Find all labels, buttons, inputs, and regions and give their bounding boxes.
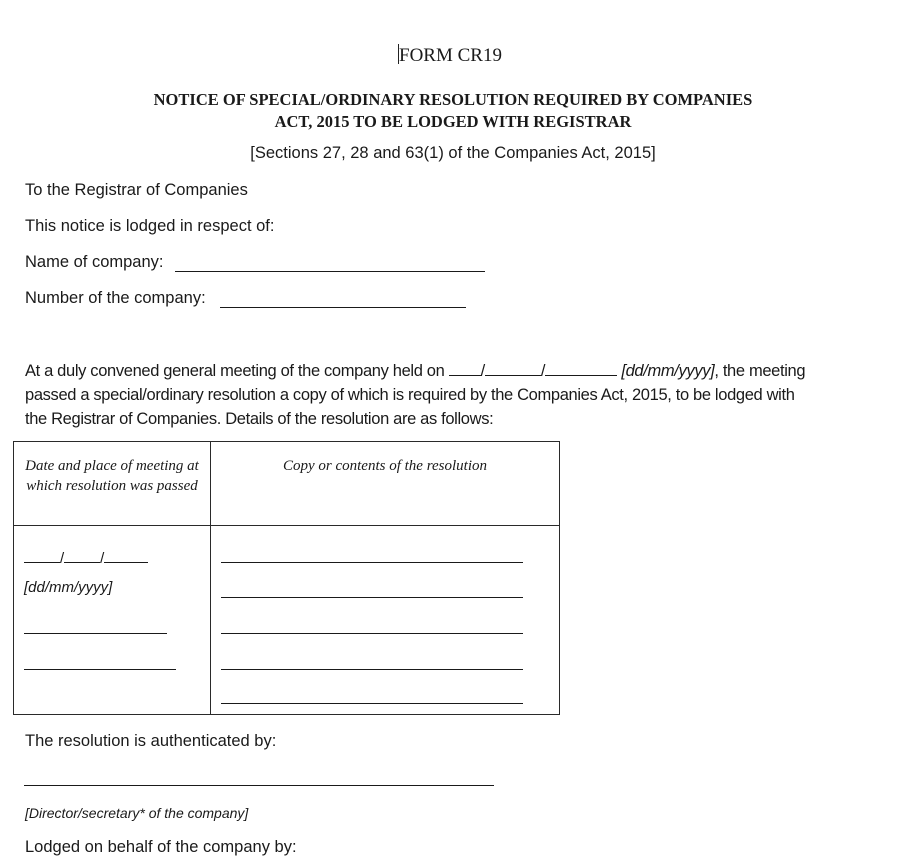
meeting-text-prefix: At a duly convened general meeting of the company held on xyxy=(25,362,445,380)
form-title xyxy=(0,44,900,67)
meeting-month-field[interactable] xyxy=(485,361,541,376)
lodged-by-label: Lodged on behalf of the company by: xyxy=(25,838,297,856)
resolution-date-format-hint: [dd/mm/yyyy] xyxy=(24,579,113,596)
table-header-row xyxy=(14,442,560,526)
addressee: To the Registrar of Companies xyxy=(25,181,248,199)
table-row xyxy=(14,526,560,715)
meeting-text-line3: the Registrar of Companies. Details of the resolution are as follows: xyxy=(25,410,494,428)
resolution-year-field[interactable] xyxy=(104,548,148,563)
resolution-contents-line-5[interactable] xyxy=(221,703,523,704)
resolution-day-field[interactable] xyxy=(24,548,60,563)
form-heading-line2: ACT, 2015 TO BE LODGED WITH REGISTRAR xyxy=(274,112,632,131)
signatory-caption: [Director/secretary* of the company] xyxy=(25,805,249,821)
resolution-contents-line-4[interactable] xyxy=(221,669,523,670)
resolution-contents-line-2[interactable] xyxy=(221,597,523,598)
respect-of-label: This notice is lodged in respect of: xyxy=(25,217,275,235)
date-format-hint: [dd/mm/yyyy] xyxy=(621,362,715,380)
meeting-place-line-2[interactable] xyxy=(24,669,176,670)
date-place-cell xyxy=(14,526,211,715)
authentication-label: The resolution is authenticated by: xyxy=(25,732,277,750)
date-separator: / xyxy=(100,550,105,567)
form-title-text: FORM CR19 xyxy=(399,45,502,66)
company-name-field[interactable] xyxy=(175,271,485,272)
meeting-day-field[interactable] xyxy=(449,361,481,376)
company-number-field[interactable] xyxy=(220,307,466,308)
meeting-text-suffix: , the meeting xyxy=(714,362,806,380)
date-separator: / xyxy=(480,362,485,380)
form-heading-line1: NOTICE OF SPECIAL/ORDINARY RESOLUTION REQUIRED BY COMPANIES xyxy=(153,90,753,109)
header-contents: Copy or contents of the resolution xyxy=(211,442,560,526)
meeting-paragraph xyxy=(25,359,895,431)
contents-cell xyxy=(211,526,560,715)
resolution-contents-line-1[interactable] xyxy=(221,562,523,563)
resolution-date-field[interactable] xyxy=(24,548,148,567)
company-name-label: Name of company: xyxy=(25,253,164,271)
authentication-signature-field[interactable] xyxy=(24,785,494,786)
resolution-month-field[interactable] xyxy=(64,548,100,563)
resolution-contents-line-3[interactable] xyxy=(221,633,523,634)
header-date-place: Date and place of meeting at which resolution was passed xyxy=(14,442,211,526)
meeting-place-line-1[interactable] xyxy=(24,633,167,634)
meeting-text-line2: passed a special/ordinary resolution a copy of which is required by the Companies Act, 2015, to be lodged with xyxy=(25,386,795,404)
company-number-label: Number of the company: xyxy=(25,289,206,307)
statutory-sections: [Sections 27, 28 and 63(1) of the Companies Act, 2015] xyxy=(250,144,656,162)
meeting-year-field[interactable] xyxy=(545,361,617,376)
date-separator: / xyxy=(60,550,65,567)
resolution-table xyxy=(13,441,560,715)
date-separator: / xyxy=(540,362,546,380)
